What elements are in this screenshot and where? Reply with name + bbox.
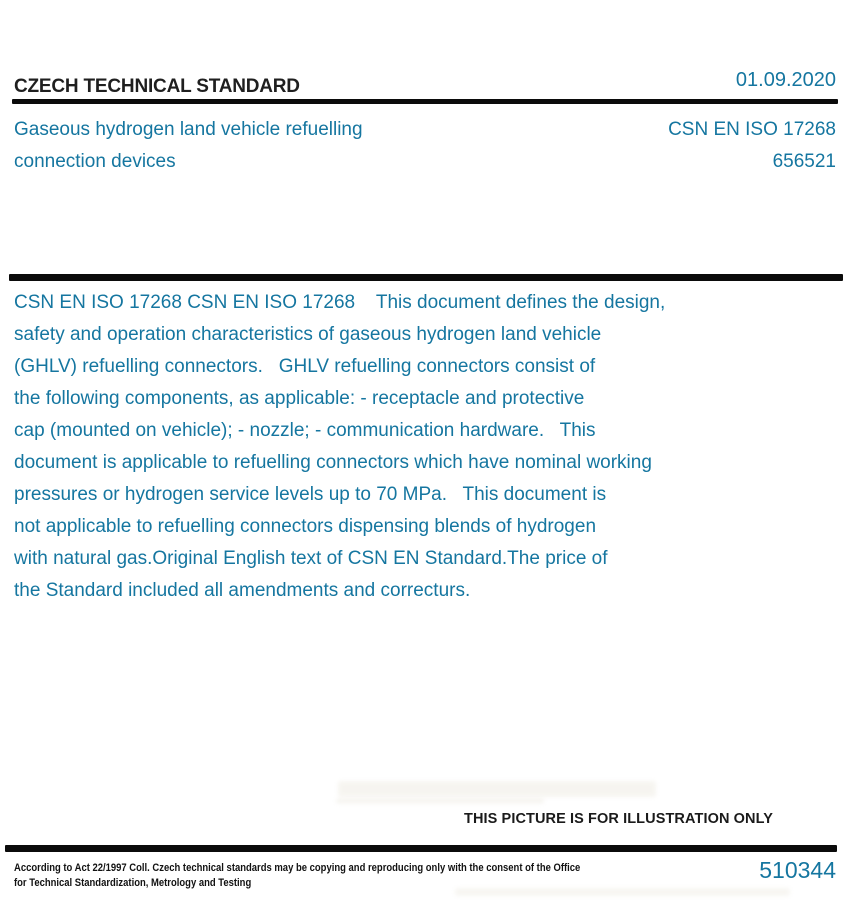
standard-class-number: 656521 <box>772 151 836 172</box>
standard-title-line-2: connection devices <box>14 151 176 172</box>
header-rule <box>12 99 838 104</box>
footer-rule <box>5 845 837 852</box>
legal-line-2: for Technical Standardization, Metrology and Testing <box>14 876 252 889</box>
abstract-paragraph <box>14 287 665 607</box>
document-type-title: CZECH TECHNICAL STANDARD <box>14 76 300 97</box>
legal-line-1: According to Act 22/1997 Coll. Czech technical standards may be copying and reproducing only with the consent of the Office <box>14 862 581 874</box>
ghost-text-artifact <box>336 799 544 803</box>
abstract-rule <box>9 274 843 281</box>
abstract-line: the Standard included all amendments and correcturs. <box>14 580 471 601</box>
abstract-line: pressures or hydrogen service levels up to 70 MPa. This document is <box>14 484 607 505</box>
abstract-line: safety and operation characteristics of gaseous hydrogen land vehicle <box>14 324 602 345</box>
abstract-line: with natural gas.Original English text of CSN EN Standard.The price of <box>14 548 608 569</box>
legal-notice <box>14 861 580 890</box>
ghost-text-artifact-bottom <box>455 888 790 896</box>
standard-reference <box>668 114 836 178</box>
ghost-text-artifact <box>338 781 656 797</box>
abstract-line: CSN EN ISO 17268 CSN EN ISO 17268 This document defines the design, <box>14 292 666 313</box>
illustration-disclaimer: THIS PICTURE IS FOR ILLUSTRATION ONLY <box>463 811 773 827</box>
abstract-line: document is applicable to refuelling connectors which have nominal working <box>14 452 652 473</box>
abstract-line: (GHLV) refuelling connectors. GHLV refuelling connectors consist of <box>14 356 596 377</box>
abstract-line: not applicable to refuelling connectors dispensing blends of hydrogen <box>14 516 597 537</box>
abstract-line: cap (mounted on vehicle); - nozzle; - communication hardware. This <box>14 420 596 441</box>
standard-title <box>14 114 363 178</box>
standard-code: CSN EN ISO 17268 <box>668 119 836 140</box>
standard-title-line-1: Gaseous hydrogen land vehicle refuelling <box>14 119 363 140</box>
catalog-number: 510344 <box>759 857 836 883</box>
issue-date: 01.09.2020 <box>735 69 836 91</box>
abstract-line: the following components, as applicable: - receptacle and protective <box>14 388 585 409</box>
